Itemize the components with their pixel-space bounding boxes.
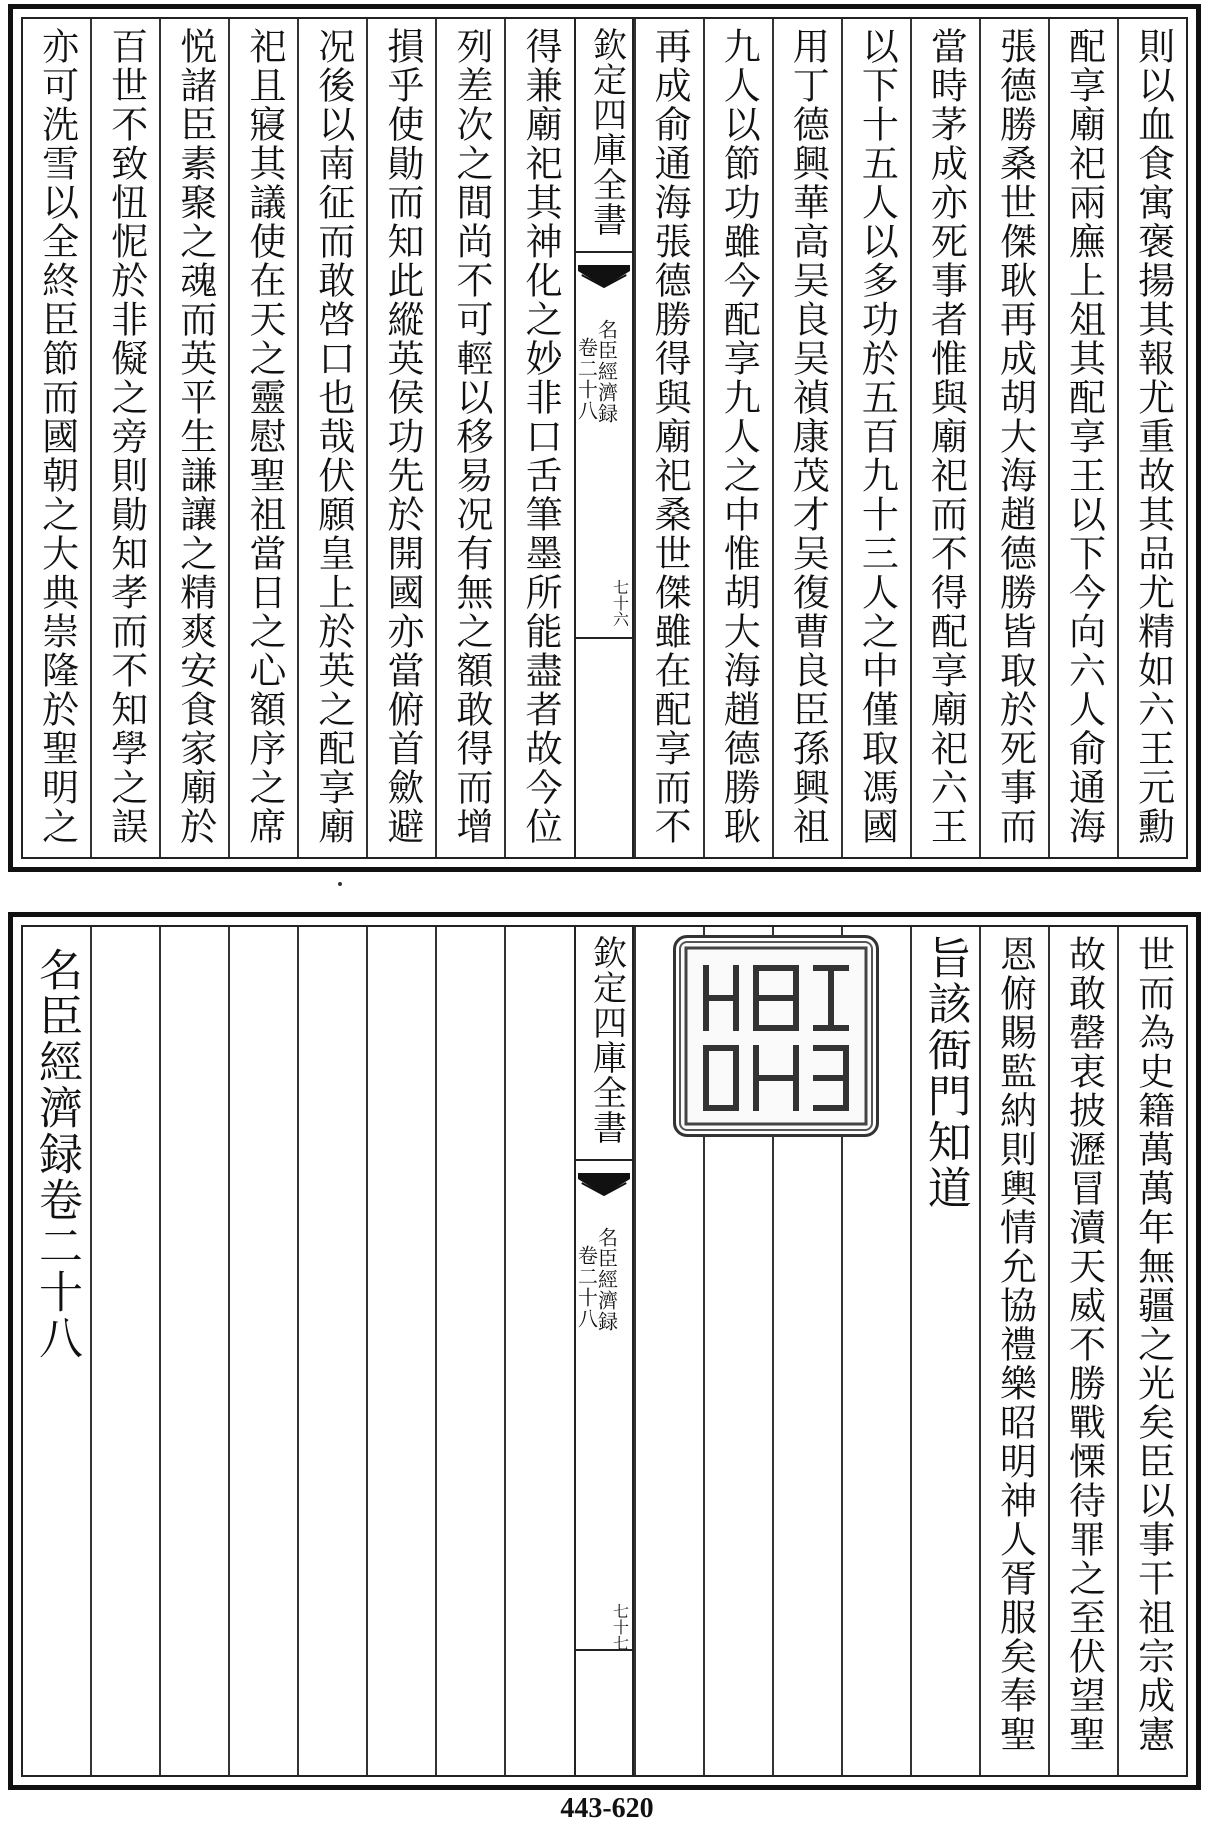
empty-column (435, 927, 504, 1775)
volume-end-title-column (23, 927, 90, 1775)
center-strip (574, 927, 634, 1775)
strip-rule (576, 637, 632, 639)
work-title: 名臣經濟録 (594, 1227, 619, 1332)
text-column: 况後以南征而敢啓口也哉伏願皇上於英之配享廟 (297, 19, 366, 857)
text-column: 恩俯賜監納則輿情允協禮樂昭明神人胥服矣奉聖 (979, 927, 1048, 1775)
book-title: 欽定四庫全書 (586, 935, 627, 1145)
page-bottom-frame (21, 925, 1188, 1777)
page-number: 七十七 (610, 1603, 630, 1651)
empty-column (159, 927, 228, 1775)
strip-rule (576, 251, 632, 253)
page-bottom (8, 912, 1201, 1790)
text-column: 以下十五人以多功於五百九十三人之中僅取馮國 (841, 19, 910, 857)
text-column: 悦諸臣素聚之魂而英平生謙讓之精爽安食家廟於 (159, 19, 228, 857)
text-column: 列差次之間尚不可輕以移易况有無之額敢得而增 (435, 19, 504, 857)
text-column: 則以血食寓褒揚其報尤重故其品尤精如六王元勳 (1117, 19, 1186, 857)
page-top-frame (21, 17, 1188, 859)
text-column: 百世不致忸怩於非儗之旁則勛知孝而不知學之誤 (90, 19, 159, 857)
work-title: 名臣經濟録 (594, 319, 619, 424)
fishtail-mark-icon (578, 263, 630, 289)
text-column: 用丁德興華高吴良吴禎康茂才吴復曹良臣孫興祖 (772, 19, 841, 857)
empty-column (297, 927, 366, 1775)
page-top (8, 4, 1201, 872)
text-column: 故敢罄衷披瀝冒瀆天威不勝戰慄待罪之至伏望聖 (1048, 927, 1117, 1775)
text-column: 配享廟祀兩廡上俎其配享王以下今向六人俞通海 (1048, 19, 1117, 857)
empty-column (90, 927, 159, 1775)
text-column: 得兼廟祀其神化之妙非口舌筆墨所能盡者故今位 (504, 19, 573, 857)
book-title: 欽定四庫全書 (586, 27, 627, 237)
strip-rule (576, 1159, 632, 1161)
text-column: 再成俞通海張德勝得與廟祀桑世傑雖在配享而不 (634, 19, 703, 857)
imperial-seal-stamp (673, 935, 879, 1137)
page-top-columns (23, 19, 1186, 857)
page-number: 七十六 (610, 579, 630, 627)
empty-column (228, 927, 297, 1775)
page-bottom-columns (23, 927, 1186, 1775)
text-column: 旨該衙門知道 (910, 927, 979, 1775)
strip-rule (576, 1649, 632, 1651)
fishtail-mark-icon (578, 1171, 630, 1197)
text-column: 祀且寢其議使在天之靈慰聖祖當日之心額序之席 (228, 19, 297, 857)
text-column: 亦可洗雪以全終臣節而國朝之大典崇隆於聖明之 (35, 27, 79, 846)
volume-end-title: 名臣經濟録卷二十八 (31, 947, 83, 1361)
speck (338, 882, 342, 886)
text-column: 張德勝桑世傑耿再成胡大海趙德勝皆取於死事而 (979, 19, 1048, 857)
text-column: 九人以節功雖今配享九人之中惟胡大海趙德勝耿 (703, 19, 772, 857)
text-column: 損乎使勛而知此縱英侯功先於開國亦當俯首歛避 (366, 19, 435, 857)
text-column: 當時茅成亦死事者惟與廟祀而不得配享廟祀六王 (910, 19, 979, 857)
center-strip (574, 19, 634, 857)
volume-label: 卷二十八 (574, 337, 599, 421)
empty-column (366, 927, 435, 1775)
page-footer-label: 443-620 (560, 1793, 654, 1824)
volume-label: 卷二十八 (574, 1245, 599, 1329)
text-column: 世而為史籍萬萬年無疆之光矣臣以事干祖宗成憲 (1117, 927, 1186, 1775)
empty-column (504, 927, 573, 1775)
